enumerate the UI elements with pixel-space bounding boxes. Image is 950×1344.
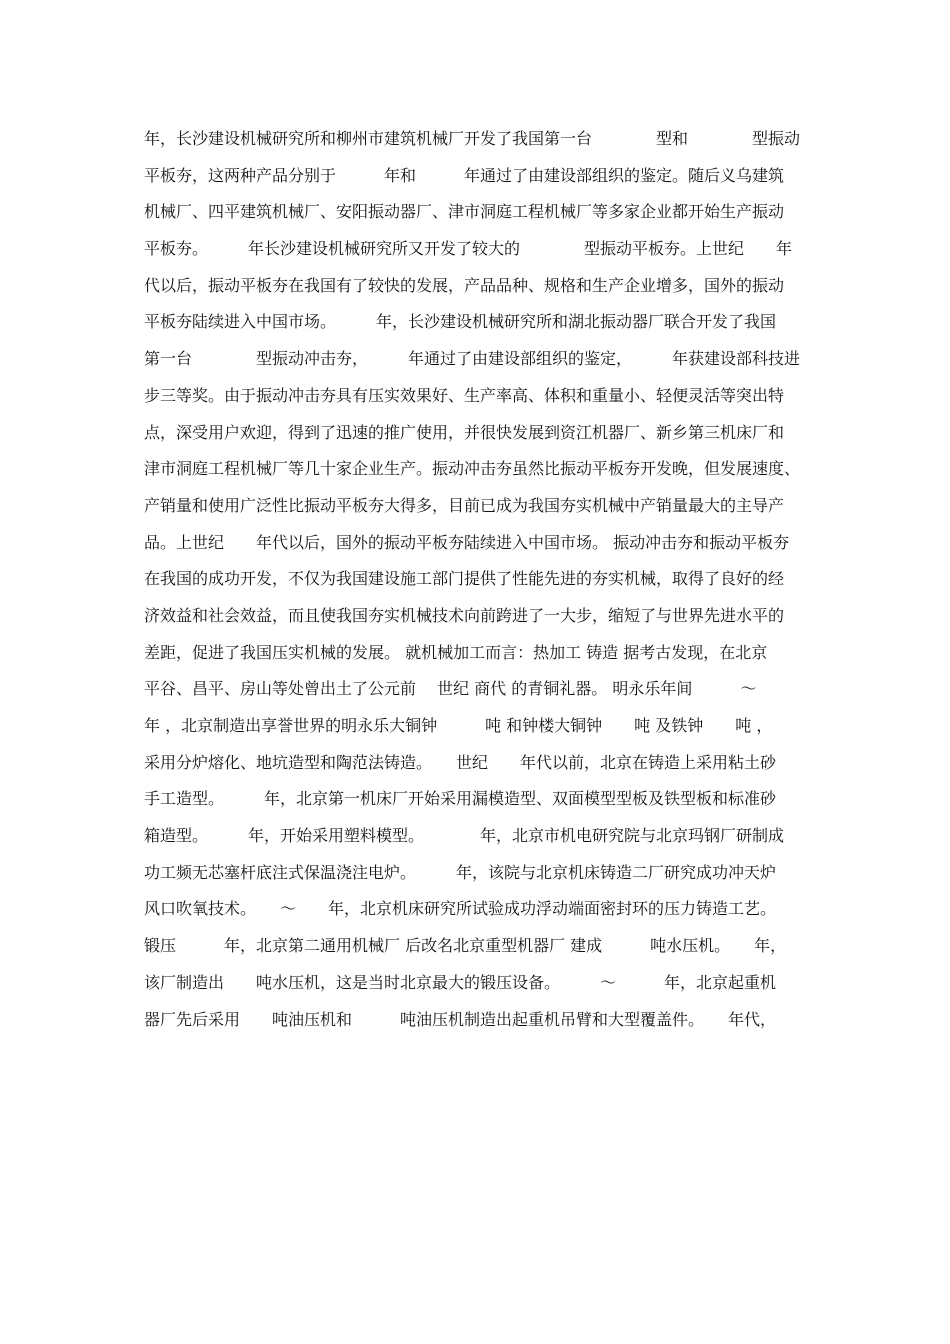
text-line: 在我国的成功开发，不仅为我国建设施工部门提供了性能先进的夯实机械，取得了良好的经: [144, 569, 785, 589]
text-line: 品。上世纪 年代以后，国外的振动平板夯陆续进入中国市场。 振动冲击夯和振动平板夯: [144, 532, 790, 552]
text-line: 平谷、昌平、房山等处曾出土了公元前 世纪 商代 的青铜礼器。 明永乐年间 ～: [144, 679, 757, 699]
text-line: 平板夯。 年长沙建设机械研究所又开发了较大的 型振动平板夯。上世纪 年: [144, 239, 793, 259]
text-line: 手工造型。 年，北京第一机床厂开始采用漏模造型、双面模型型板及铁型板和标准砂: [144, 789, 777, 809]
text-line: 代以后，振动平板夯在我国有了较快的发展，产品品种、规格和生产企业增多，国外的振动: [144, 275, 785, 295]
text-line: 第一台 型振动冲击夯， 年通过了由建设部组织的鉴定， 年获建设部科技进: [144, 349, 801, 369]
text-line: 锻压 年，北京第二通用机械厂 后改名北京重型机器厂 建成 吨水压机。 年，: [144, 936, 787, 956]
text-line: 年 ，北京制造出享誉世界的明永乐大铜钟 吨 和钟楼大铜钟 吨 及铁钟 吨 ，: [144, 716, 773, 735]
text-line: 产销量和使用广泛性比振动平板夯大得多，目前已成为我国夯实机械中产销量最大的主导产: [144, 495, 785, 515]
text-line: 功工频无芯塞杆底注式保温浇注电炉。 年，该院与北京机床铸造二厂研究成功冲天炉: [144, 862, 777, 882]
text-line: 济效益和社会效益，而且使我国夯实机械技术向前跨进了一大步，缩短了与世界先进水平的: [144, 605, 785, 625]
body-text: [144, 125, 814, 1042]
text-line: 该厂制造出 吨水压机，这是当时北京最大的锻压设备。 ～ 年，北京起重机: [144, 972, 777, 992]
text-line: 年，长沙建设机械研究所和柳州市建筑机械厂开发了我国第一台 型和 型振动: [144, 129, 801, 148]
text-line: 机械厂、四平建筑机械厂、安阳振动器厂、津市洞庭工程机械厂等多家企业都开始生产振动: [144, 202, 785, 222]
text-line: 平板夯陆续进入中国市场。 年，长沙建设机械研究所和湖北振动器厂联合开发了我国: [144, 312, 777, 332]
text-line: 津市洞庭工程机械厂等几十家企业生产。振动冲击夯虽然比振动平板夯开发晚，但发展速度、: [144, 459, 801, 479]
text-line: 风口吹氧技术。 ～ 年，北京机床研究所试验成功浮动端面密封环的压力铸造工艺。: [144, 899, 777, 919]
text-line: 步三等奖。由于振动冲击夯具有压实效果好、生产率高、体积和重量小、轻便灵活等突出特: [144, 385, 785, 405]
text-line: 采用分炉熔化、地坑造型和陶范法铸造。 世纪 年代以前，北京在铸造上采用粘土砂: [144, 752, 777, 772]
text-line: 器厂先后采用 吨油压机和 吨油压机制造出起重机吊臂和大型覆盖件。 年代，: [144, 1009, 777, 1029]
text-line: 点，深受用户欢迎，得到了迅速的推广使用，并很快发展到资江机器厂、新乡第三机床厂和: [144, 422, 785, 442]
text-line: 箱造型。 年，开始采用塑料模型。 年，北京市机电研究院与北京玛钢厂研制成: [144, 826, 785, 846]
text-line: 平板夯，这两种产品分别于 年和 年通过了由建设部组织的鉴定。随后义乌建筑: [144, 165, 785, 185]
text-line: 差距，促进了我国压实机械的发展。 就机械加工而言：热加工 铸造 据考古发现，在北京: [144, 642, 768, 662]
